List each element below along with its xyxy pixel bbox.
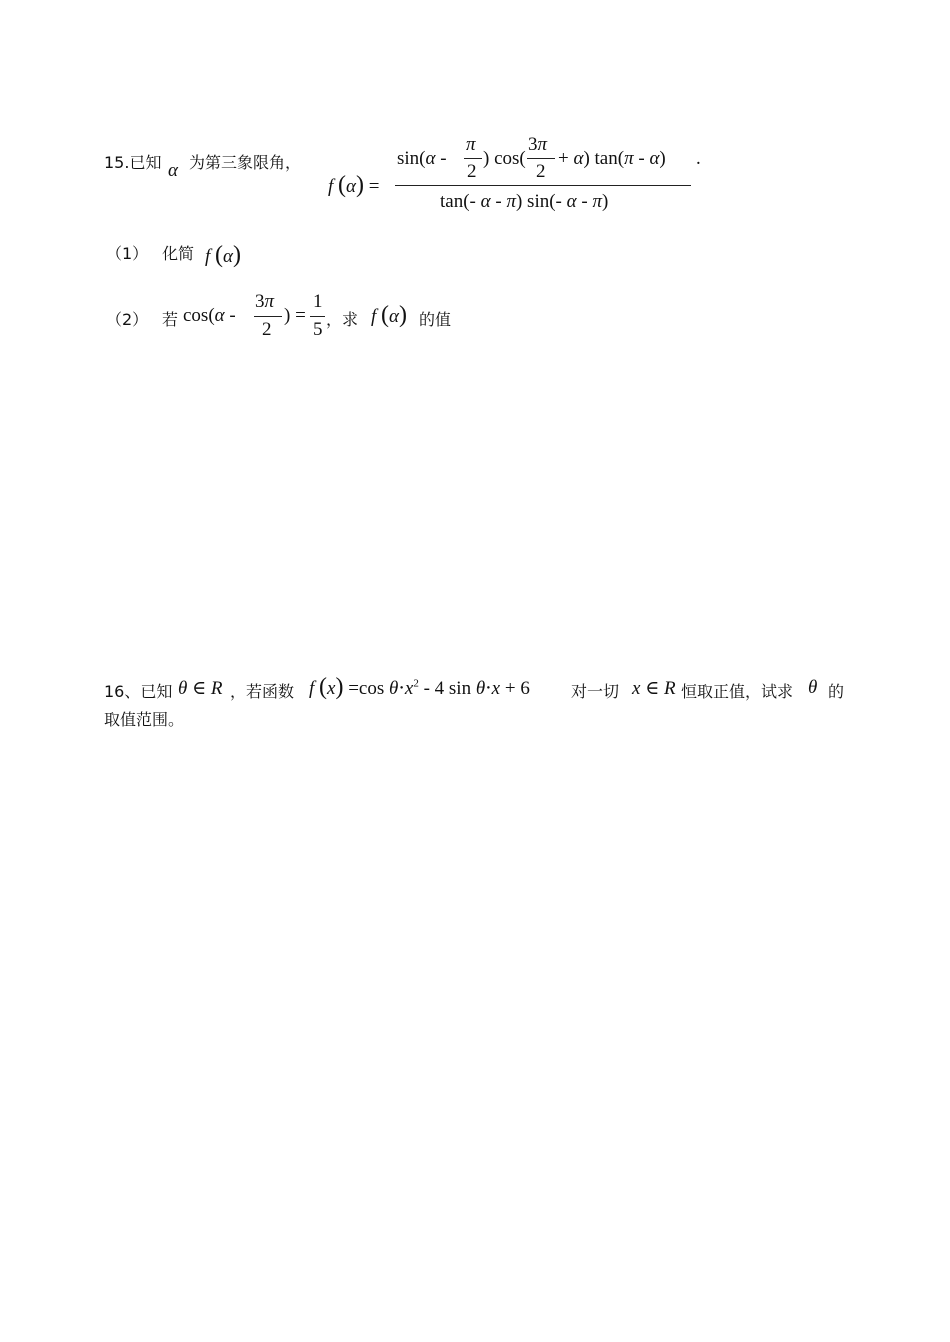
q15-cond-cos: cos(α - [183, 305, 236, 326]
q16-line1-e: 的 [828, 682, 845, 701]
q15-num-pi: π [466, 134, 476, 155]
q15-cond-two: 2 [262, 319, 272, 340]
q15-cond-frac2-line [310, 316, 325, 317]
q15-alpha: α [168, 160, 178, 181]
q15-num-sin: sin(α - [397, 148, 447, 169]
q16-line1-c: 对一切 [571, 682, 620, 701]
q16-theta: θ [808, 677, 818, 698]
q15-cond-one: 1 [313, 291, 323, 312]
q15-num-frac1-line [464, 158, 482, 159]
q15-cond-eq: ) = [284, 305, 306, 326]
q15-num-cos: ) cos( [483, 148, 526, 169]
q15-cond-frac1-line [254, 316, 282, 317]
q15-num-two2: 2 [536, 161, 546, 182]
q15-part2-math: f (α) [371, 302, 408, 328]
q15-denominator: tan(- α - π) sin(- α - π) [440, 191, 609, 212]
q16-x-in-r: x ∈ R [632, 678, 676, 699]
q15-end-punct: . [696, 148, 701, 169]
q15-part2-text-c: 的值 [419, 310, 452, 329]
q15-num-frac2-line [527, 158, 555, 159]
q16-line1-d: 恒取正值，试求 [681, 682, 794, 701]
q15-cond-five: 5 [313, 319, 323, 340]
q15-part1-math: f (α) [205, 242, 242, 268]
q15-part2-label: （2） [106, 310, 149, 329]
q15-num-3pi: 3π [528, 134, 548, 155]
q15-part1-label: （1） [106, 244, 149, 263]
q15-lhs: f (α) = [328, 172, 380, 198]
q16-line1-b: ，若函数 [230, 682, 295, 701]
q15-cond-3pi: 3π [255, 291, 275, 312]
q16-theta-in-r: θ ∈ R [178, 678, 223, 699]
q15-mid-text: 为第三象限角， [189, 153, 302, 172]
q15-num-two: 2 [467, 161, 477, 182]
q16-line1-a: 16、已知 [104, 682, 173, 701]
q15-part2-text-b: ，求 [326, 310, 359, 329]
q16-line2: 取值范围。 [104, 710, 185, 729]
q15-part2-text-a: 若 [162, 310, 179, 329]
q16-function: f (x) =cos $\theta\cdot x^2 - 4$ sin θ⋅x + 6 [309, 674, 530, 700]
q15-prefix: 15.已知 [104, 153, 162, 172]
q15-part1-text: 化简 [162, 244, 195, 263]
q15-num-tan: + α) tan(π - α) [558, 148, 666, 169]
q15-main-frac-line [395, 185, 691, 186]
